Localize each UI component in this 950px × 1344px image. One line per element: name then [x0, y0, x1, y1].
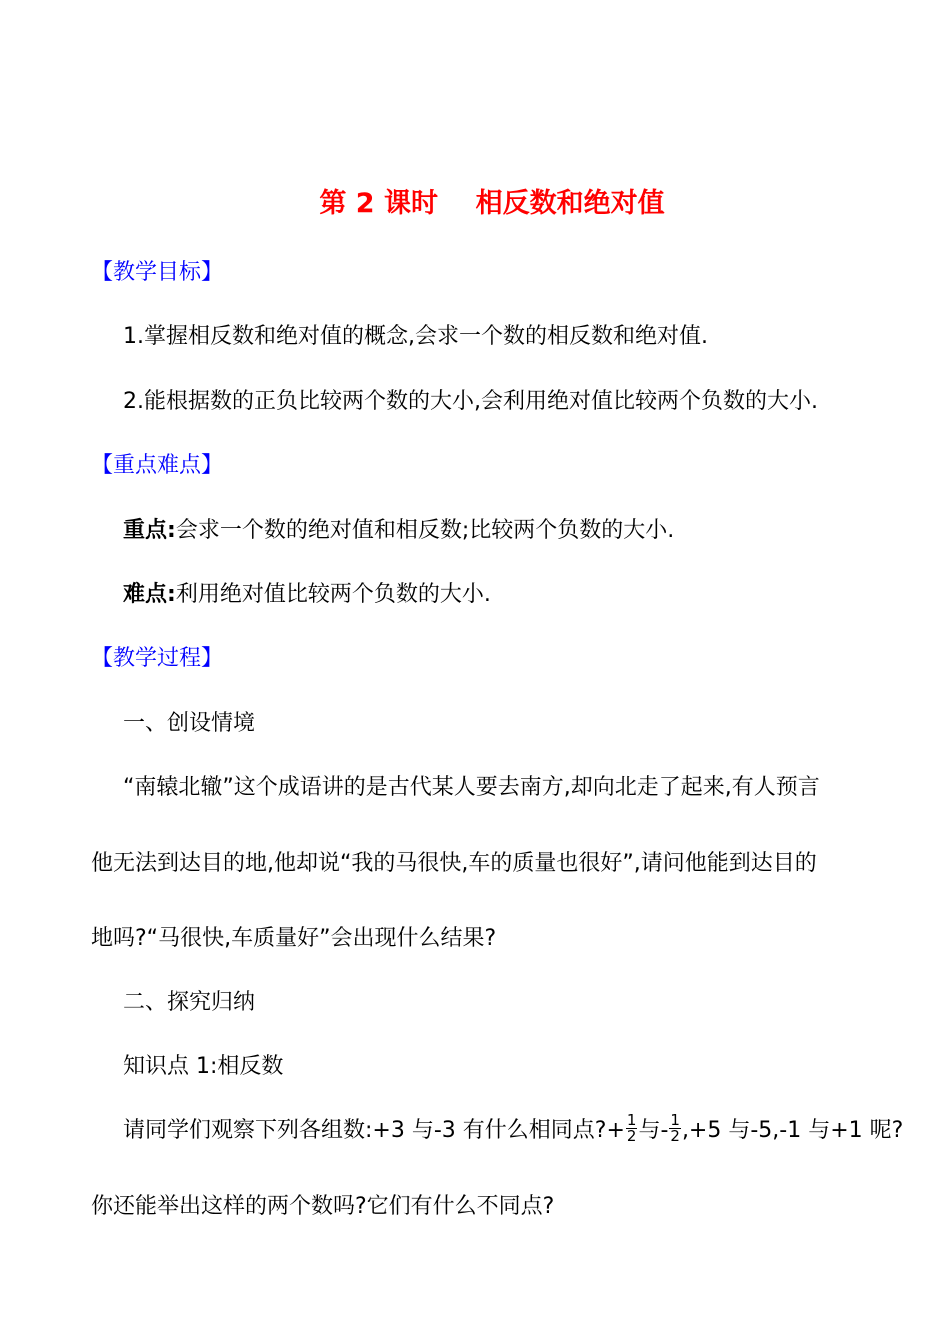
section-heading-key-points: 【重点难点】 — [91, 453, 224, 478]
knowledge-point-title: 知识点 1:相反数 — [123, 1054, 284, 1079]
section-heading-process: 【教学过程】 — [91, 646, 224, 671]
key-point-text: 会求一个数的绝对值和相反数;比较两个负数的大小. — [175, 518, 675, 543]
difficulty-label: 难点: — [123, 582, 176, 607]
fraction-denominator: 2 — [626, 1126, 637, 1145]
question-line-2: 你还能举出这样的两个数吗?它们有什么不同点? — [91, 1194, 555, 1219]
part2-title: 二、探究归纳 — [123, 990, 256, 1015]
scenario-paragraph-line-3: 地吗?“马很快,车质量好”会出现什么结果? — [91, 926, 497, 951]
key-point-line — [123, 516, 674, 546]
scenario-paragraph-line-2: 他无法到达目的地,他却说“我的马很快,车的质量也很好”,请问他能到达目的 — [91, 851, 817, 876]
question-line-1 — [123, 1110, 904, 1146]
question-prefix: 请同学们观察下列各组数:+3 与-3 有什么相同点?+ — [123, 1118, 625, 1143]
difficulty-text: 利用绝对值比较两个负数的大小. — [175, 582, 491, 607]
part1-title: 一、创设情境 — [123, 711, 256, 736]
fraction-one-half-positive — [626, 1110, 638, 1145]
scenario-paragraph-line-1: “南辕北辙”这个成语讲的是古代某人要去南方,却向北走了起来,有人预言 — [123, 775, 820, 800]
question-suffix: ,+5 与-5,-1 与+1 呢? — [681, 1118, 904, 1143]
fraction-denominator: 2 — [670, 1126, 680, 1145]
difficulty-line — [123, 580, 491, 610]
section-heading-objectives: 【教学目标】 — [91, 260, 224, 285]
question-mid: 与- — [638, 1118, 669, 1143]
fraction-numerator: 1 — [670, 1110, 680, 1129]
objective-item-2: 2.能根据数的正负比较两个数的大小,会利用绝对值比较两个负数的大小. — [123, 389, 818, 414]
fraction-numerator: 1 — [626, 1110, 637, 1129]
key-point-label: 重点: — [123, 518, 176, 543]
fraction-one-half-negative — [669, 1110, 681, 1145]
page-title: 第 2 课时 相反数和绝对值 — [319, 188, 665, 219]
objective-item-1: 1.掌握相反数和绝对值的概念,会求一个数的相反数和绝对值. — [123, 324, 708, 349]
